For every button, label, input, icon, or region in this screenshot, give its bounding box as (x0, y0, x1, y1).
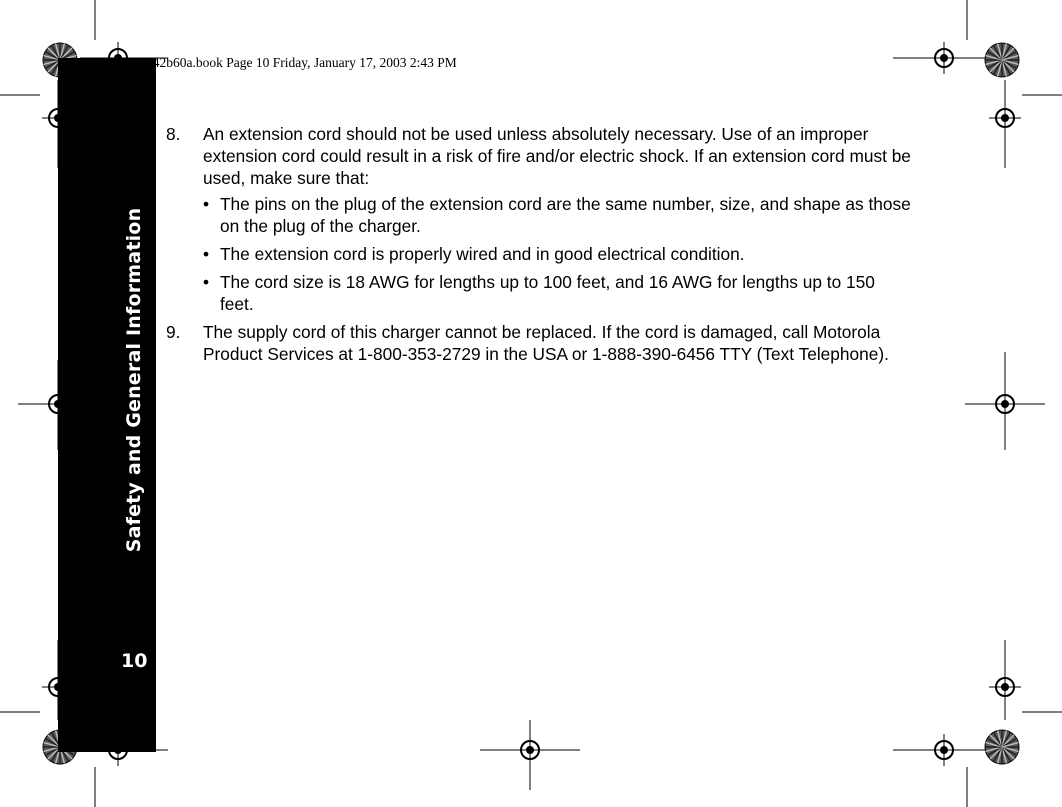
bullet-text: The cord size is 18 AWG for lengths up to 100 feet, and 16 AWG for lengths up to 150 feet. (220, 272, 875, 314)
item-text: The supply cord of this charger cannot be replaced. If the cord is damaged, call Motorola Product Services at 1-800-353-2729 in the USA or 1-888-390-6456 TTY (Text Telephone). (203, 322, 889, 364)
bullet-item (203, 193, 911, 237)
registration-target-icon (514, 734, 546, 766)
page-content (166, 123, 911, 365)
bullet-icon: • (203, 272, 210, 292)
bullet-item (203, 243, 911, 265)
page-number: 10 (121, 650, 148, 672)
bullet-icon: • (203, 194, 210, 214)
section-title: Safety and General Information (123, 207, 145, 553)
bullet-text: The extension cord is properly wired and in good electrical condition. (220, 244, 745, 264)
bullet-item (203, 271, 911, 315)
registration-target-icon (928, 42, 960, 74)
registration-target-icon (989, 671, 1021, 703)
item-number: 9. (166, 322, 181, 342)
registration-target-icon (989, 102, 1021, 134)
list-item (166, 321, 911, 365)
star-wheel-icon (985, 730, 1019, 764)
item-number: 8. (166, 124, 181, 144)
item-text: An extension cord should not be used unless absolutely necessary. Use of an improper extension cord could result in a risk of fire and/or electric shock. If an extension cord must be used, make sure that: (203, 124, 911, 188)
bullet-icon: • (203, 244, 210, 264)
book-header: 942b60a.book Page 10 Friday, January 17, 2003 2:43 PM (146, 55, 457, 70)
list-item (166, 123, 911, 315)
star-wheel-icon (985, 43, 1019, 77)
bullet-text: The pins on the plug of the extension cord are the same number, size, and shape as those on the plug of the charger. (220, 194, 911, 236)
registration-target-icon (928, 734, 960, 766)
registration-target-icon (989, 388, 1021, 420)
bullet-list (203, 193, 911, 315)
